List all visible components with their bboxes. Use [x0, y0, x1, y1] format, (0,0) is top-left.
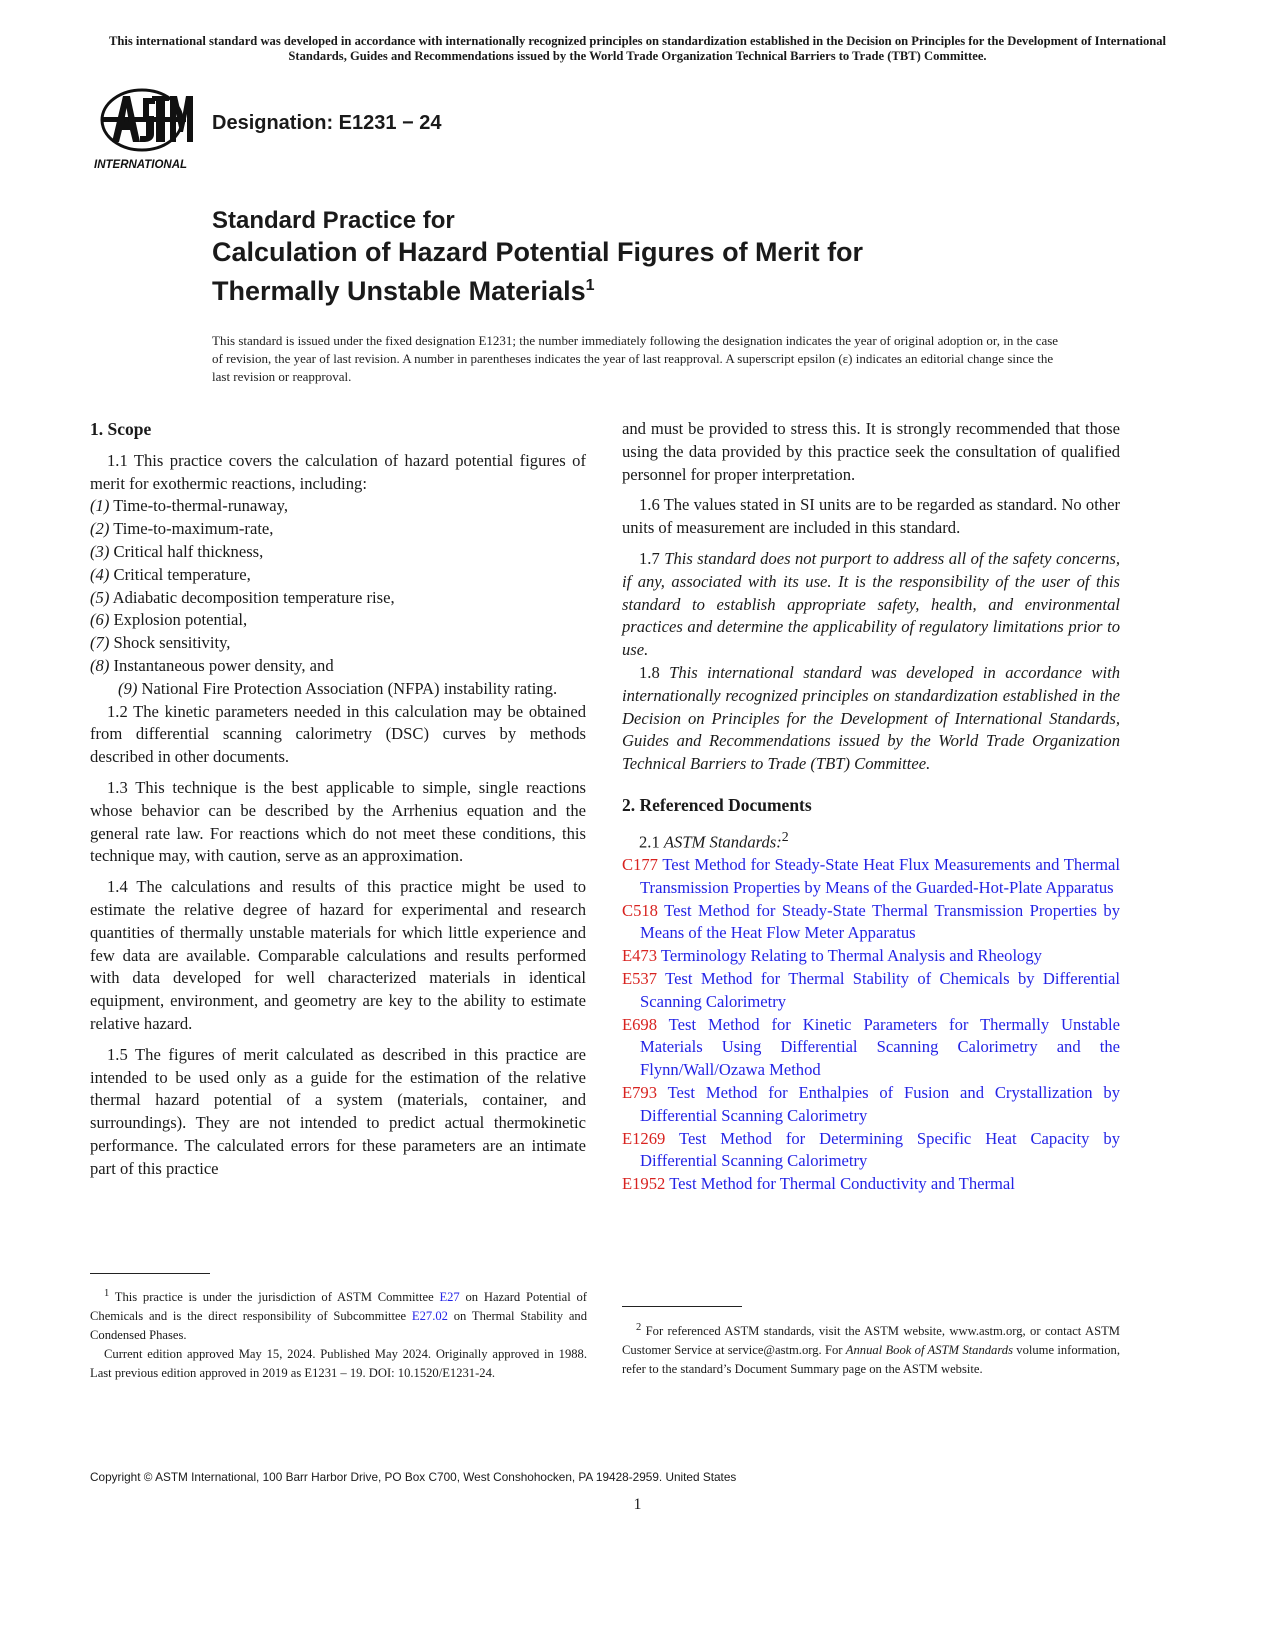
issuance-note: This standard is issued under the fixed designation E1231; the number immediately following the designation indicates the year of original adoption or, in the case of revision, the year of last revision. A number in parentheses indicates the year of last reapproval. A superscript epsilon (ε) indicates an editorial change since the last revision or reapproval.	[212, 333, 1059, 384]
reference-item[interactable]: E473 Terminology Relating to Thermal Analysis and Rheology	[622, 946, 1042, 966]
title-footnote-mark[interactable]: 1	[585, 277, 595, 294]
committee-link[interactable]: E27	[439, 1290, 460, 1305]
paragraph-2-1: 2.1 ASTM Standards:$^2$	[639, 828, 789, 852]
footnote-1	[90, 1284, 587, 1383]
logo-wordmark: INTERNATIONAL	[94, 159, 188, 171]
page-number: 1	[633, 1496, 642, 1513]
list-item: (1) Time-to-thermal-runaway,	[90, 496, 289, 516]
list-item: (5) Adiabatic decomposition temperature rise,	[90, 587, 395, 607]
footnote-1-edition: Current edition approved May 15, 2024. Published May 2024. Originally approved in 1988. Last previous edition approved in 2019 as E1231 – 19. DOI: 10.1520/E1231-24.	[90, 1347, 587, 1381]
left-column	[90, 418, 586, 1189]
paragraph-1-5: 1.5 The figures of merit calculated as described in this practice are intended to be used only as a guide for the estimation of the relative thermal hazard potential of a system (materials, container, and surroundings). They are not intended to predict actual thermokinetic performance. The calculated errors for these parameters are an intimate part of this practice	[90, 1044, 586, 1178]
list-item: (7) Shock sensitivity,	[90, 633, 231, 653]
footnote-2-text: $^2$ For referenced ASTM standards, visit the ASTM website, www.astm.org, or contact ASTM Customer Service at service@astm.org. For Annual Book of ASTM Standards volume information, refer to the standard’s Document Summary page on the ASTM website.	[622, 1322, 1120, 1377]
title-line-2: Calculation of Hazard Potential Figures of Merit for	[212, 237, 864, 267]
astm-international-logo	[90, 84, 198, 174]
reference-item[interactable]: E793 Test Method for Enthalpies of Fusion and Crystallization by Differential Scanning Calorimetry	[622, 1083, 1120, 1125]
designation: Designation: E1231 − 24	[212, 112, 442, 134]
section-heading-referenced-documents: 2. Referenced Documents	[622, 794, 812, 815]
reference-item[interactable]: E1269 Test Method for Determining Specific Heat Capacity by Differential Scanning Calorimetry	[622, 1128, 1120, 1171]
footnote-divider-right	[622, 1306, 742, 1307]
list-item: (9) National Fire Protection Association (NFPA) instability rating.	[118, 678, 558, 698]
list-item: (6) Explosion potential,	[90, 610, 248, 630]
reference-item[interactable]: E537 Test Method for Thermal Stability of Chemicals by Differential Scanning Calorimetry	[622, 969, 1120, 1011]
reference-item[interactable]: E1952 Test Method for Thermal Conductivity and Thermal	[622, 1174, 1015, 1194]
footnote-1-text: $^1$ This practice is under the jurisdiction of ASTM Committee E27 on Hazard Potential of Chemicals and is the direct responsibility of Subcommittee E27.02 on Thermal Stability and Condensed Phases.	[90, 1288, 587, 1343]
list-item: (8) Instantaneous power density, and	[90, 655, 334, 675]
paragraph-1-4: 1.4 The calculations and results of this practice might be used to estimate the relative degree of hazard for experimental and research quantities of thermally unstable materials for which little experience and few data are available. Comparable calculations and results performed with data developed for well characterized materials in identical equipment, environment, and geometry are key to the ability to estimate relative hazard.	[90, 877, 586, 1033]
list-item: (2) Time-to-maximum-rate,	[90, 519, 274, 539]
title-block	[212, 206, 1112, 308]
paragraph-1-2: 1.2 The kinetic parameters needed in this calculation may be obtained from differential scanning calorimetry (DSC) curves by methods described in other documents.	[90, 701, 586, 767]
scope-list	[90, 495, 586, 700]
reference-list	[622, 854, 1120, 1196]
paragraph-1-5-continued: and must be provided to stress this. It is strongly recommended that those using the data provided by this practice seek the consultation of qualified personnel for proper interpretation.	[622, 419, 1120, 484]
footnote-divider-left	[90, 1273, 210, 1274]
paragraph-1-8: 1.8 This international standard was developed in accordance with internationally recognized principles on standardization established in the Decision on Principles for the Development of International Standards, Guides and Recommendations issued by the World Trade Organization Technical Barriers to Trade (TBT) Committee.	[622, 662, 1121, 774]
paragraph-1-6: 1.6 The values stated in SI units are to be regarded as standard. No other units of measurement are included in this standard.	[622, 495, 1120, 538]
footnote-2	[622, 1318, 1120, 1379]
reference-item[interactable]: E698 Test Method for Kinetic Parameters for Thermally Unstable Materials Using Differential Scanning Calorimetry and the Flynn/Wall/Ozawa Method	[622, 1014, 1121, 1080]
section-heading-scope: 1. Scope	[90, 419, 152, 439]
paragraph-1-1: 1.1 This practice covers the calculation of hazard potential figures of merit for exothermic reactions, including:	[90, 450, 586, 493]
paragraph-1-3: 1.3 This technique is the best applicable to simple, single reactions whose behavior can be described by the Arrhenius equation and the general rate law. For reactions which do not meet these conditions, this technique may, with caution, serve as an approximation.	[90, 777, 586, 866]
paragraph-1-7: 1.7 This standard does not purport to address all of the safety concerns, if any, associated with its use. It is the responsibility of the user of this standard to establish appropriate safety, health, and environmental practices and determine the applicability of regulatory limitations prior to use.	[622, 548, 1121, 660]
title-line-1: Standard Practice for	[212, 207, 455, 234]
reference-item[interactable]: C518 Test Method for Steady-State Thermal Transmission Properties by Means of the Heat Flow Meter Apparatus	[622, 900, 1120, 943]
subcommittee-link[interactable]: E27.02	[411, 1309, 448, 1324]
copyright: Copyright © ASTM International, 100 Barr Harbor Drive, PO Box C700, West Conshohocken, PA 19428-2959. United States	[90, 1470, 737, 1484]
right-column	[622, 418, 1120, 1196]
list-item: (4) Critical temperature,	[90, 564, 251, 584]
list-item: (3) Critical half thickness,	[90, 541, 264, 561]
title-line-3: Thermally Unstable Materials$^1$	[212, 276, 595, 306]
reference-item[interactable]: C177 Test Method for Steady-State Heat Flux Measurements and Thermal Transmission Properties by Means of the Guarded-Hot-Plate Apparatus	[622, 855, 1120, 897]
footnote-mark-2[interactable]: 2	[781, 828, 789, 844]
top-notice: This international standard was developed in accordance with internationally recognized principles on standardization established in the Decision on Principles for the Development of International Standards, Guides and Recommendations issued by the World Trade Organization Technical Barriers to Trade (TBT) Committee.	[108, 34, 1167, 63]
